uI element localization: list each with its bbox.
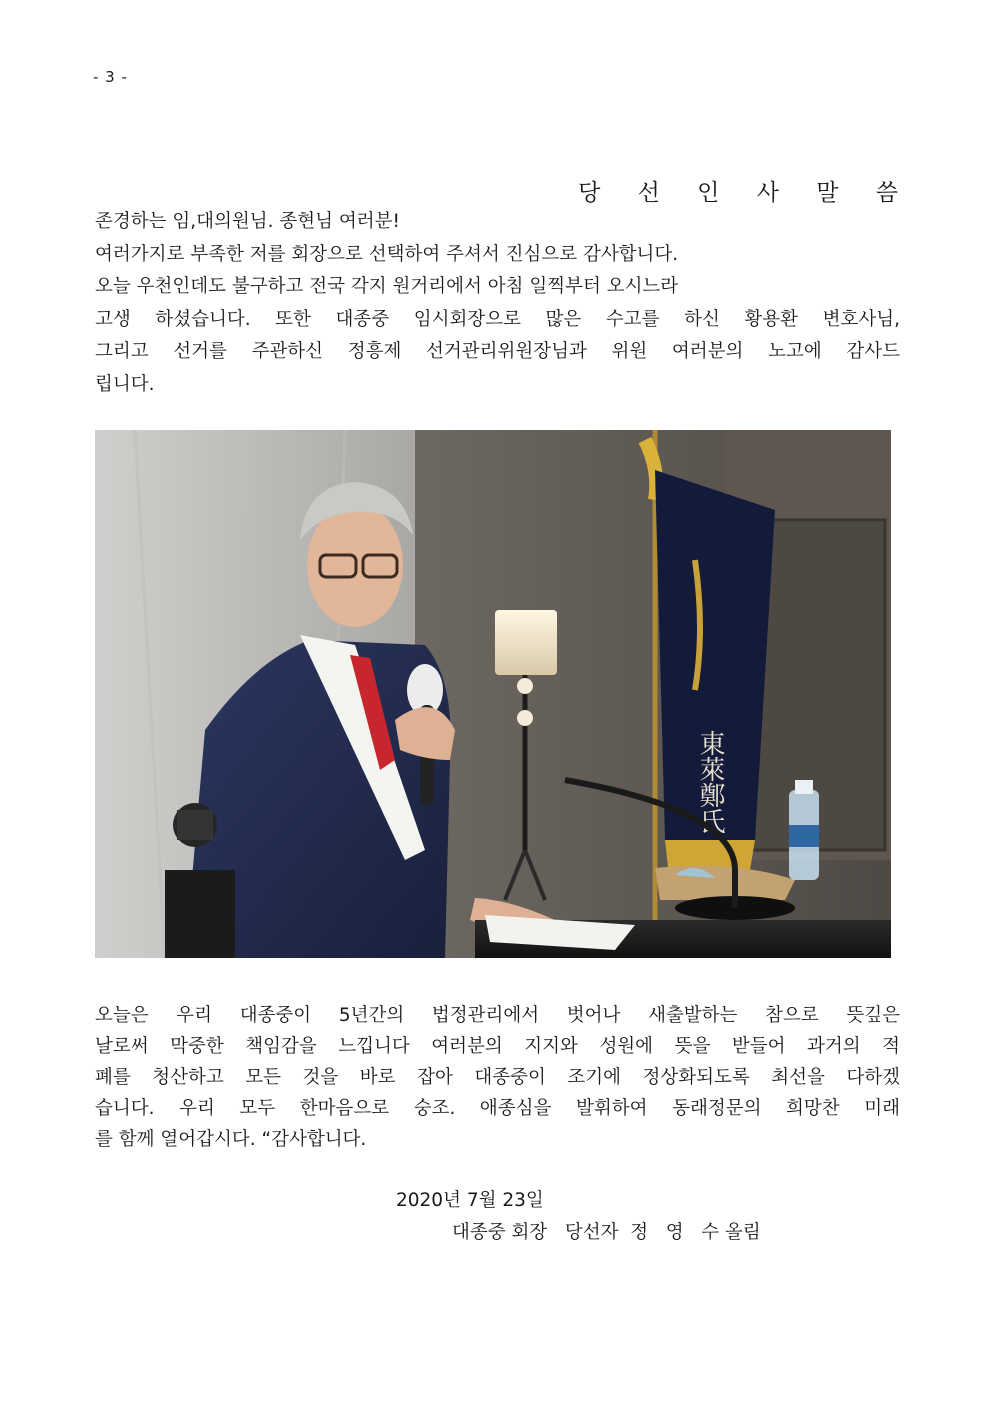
intro-line: 여러가지로 부족한 저를 회장으로 선택하여 주셔서 진심으로 감사합니다. [95, 243, 679, 265]
body-line: 날로써 막중한 책임감을 느낍니다 여러분의 지지와 성원에 뜻을 받들어 과거의 적 [95, 1036, 900, 1057]
body-line: 를 함께 열어갑시다. “감사합니다. [95, 1129, 367, 1150]
signature-line: 대종중 회장 당선자 정 영 수 올림 [452, 1222, 761, 1243]
intro-paragraph [95, 206, 900, 401]
document-date: 2020년 7월 23일 [396, 1190, 544, 1211]
body-line: 습니다. 우리 모두 한마음으로 숭조. 애종심을 발휘하여 동래정문의 희망찬 미래 [95, 1098, 900, 1119]
intro-line: 존경하는 임,대의원님. 종현님 여러분! [95, 211, 400, 232]
intro-line: 고생 하셨습니다. 또한 대종중 임시회장으로 많은 수고를 하신 황용환 변호사님, [95, 308, 900, 330]
intro-line: 그리고 선거를 주관하신 정흥제 선거관리위원장님과 위원 여러분의 노고에 감사드 [95, 341, 900, 362]
body-line: 오늘은 우리 대종중이 5년간의 법정관리에서 벗어나 새출발하는 참으로 뜻깊은 [95, 1005, 900, 1026]
speaker-photo [95, 430, 891, 958]
intro-line: 오늘 우천인데도 불구하고 전국 각지 원거리에서 아침 일찍부터 오시느라 [95, 276, 679, 297]
document-title: 당 선 인 사 말 씀 [578, 180, 913, 206]
page-number: - 3 - [93, 68, 128, 86]
body-line: 폐를 청산하고 모든 것을 바로 잡아 대종중이 조기에 정상화되도록 최선을 다하겠 [95, 1067, 900, 1088]
intro-line: 립니다. [95, 373, 155, 395]
body-paragraph [95, 1000, 900, 1155]
flag-lettering: 東萊鄭氏 [695, 730, 725, 834]
